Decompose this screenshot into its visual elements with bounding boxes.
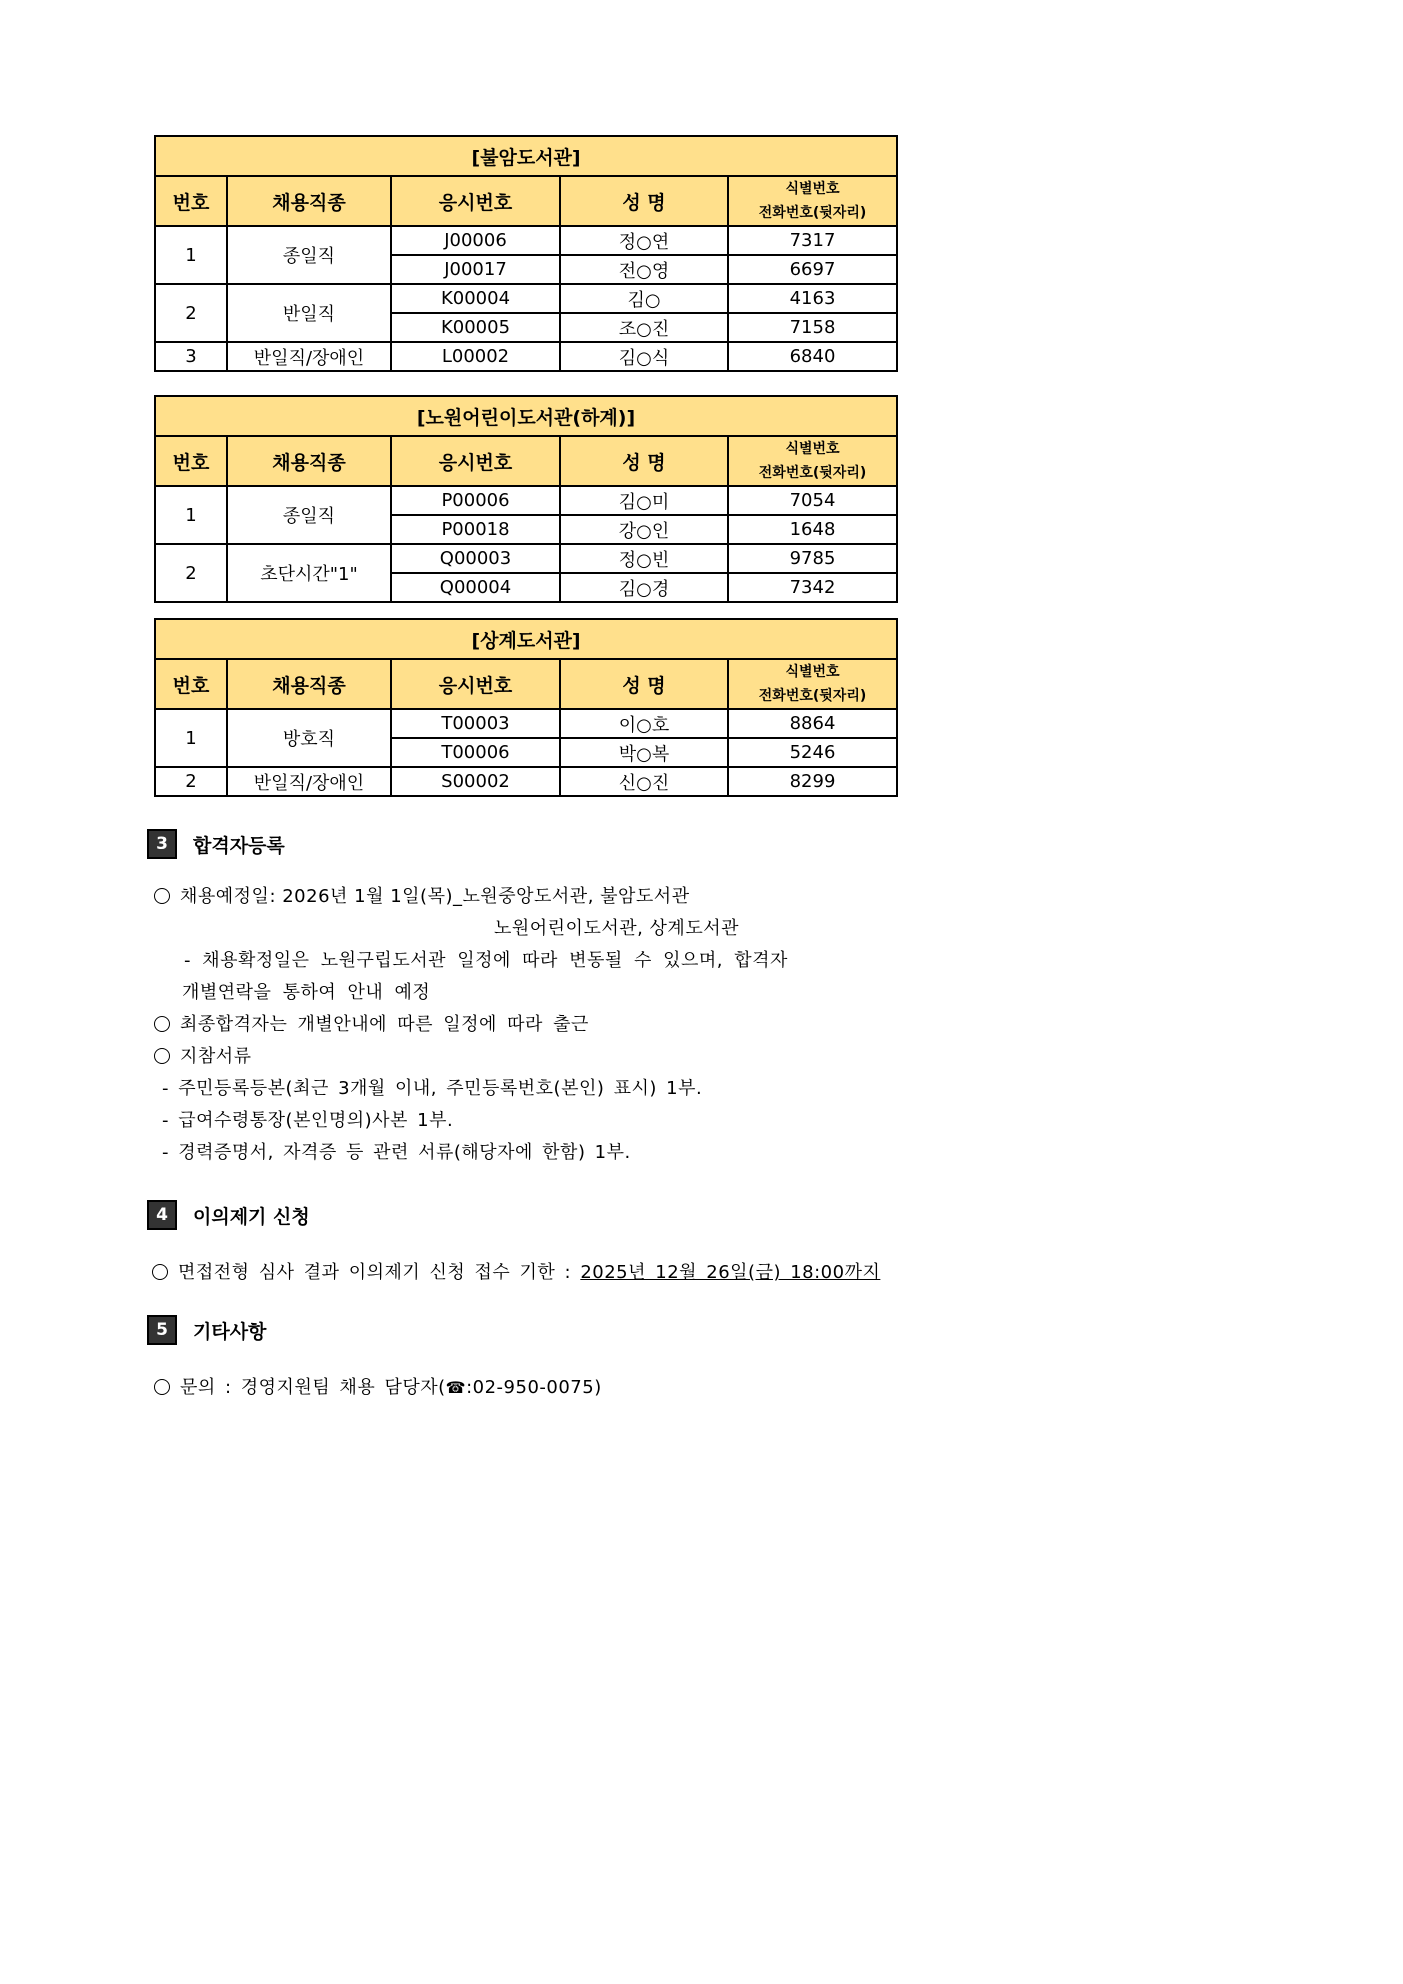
deadline-text: 2025년 12월 26일(금) 18:00까지 <box>580 1262 881 1283</box>
cell-name: 김○식 <box>560 342 728 371</box>
table-sanggye <box>154 618 898 797</box>
cell-id: 5246 <box>728 738 897 767</box>
telephone-icon: ☎ <box>445 1378 467 1397</box>
cell-no: 2 <box>155 284 227 342</box>
document-item: - 경력증명서, 자격증 등 관련 서류(해당자에 한함) 1부. <box>162 1142 631 1163</box>
col-header-id: 식별번호 전화번호(뒷자리) <box>728 176 897 226</box>
table-buram <box>154 135 898 372</box>
cell-name: 조○진 <box>560 313 728 342</box>
col-header-name: 성 명 <box>560 659 728 709</box>
col-header-exam: 응시번호 <box>391 659 560 709</box>
cell-no: 2 <box>155 767 227 796</box>
col-header-no: 번호 <box>155 176 227 226</box>
cell-id: 7342 <box>728 573 897 602</box>
table-row <box>155 544 897 573</box>
circle-bullet-icon <box>152 1264 168 1280</box>
cell-name: 이○호 <box>560 709 728 738</box>
cell-name: 김○미 <box>560 486 728 515</box>
cell-exam: Q00003 <box>391 544 560 573</box>
cell-exam: L00002 <box>391 342 560 371</box>
table-row <box>155 486 897 515</box>
section-title: 이의제기 신청 <box>193 1205 310 1228</box>
section-number: 5 <box>147 1315 177 1345</box>
cell-exam: J00006 <box>391 226 560 255</box>
table-nowon-children <box>154 395 898 603</box>
col-header-job: 채용직종 <box>227 436 391 486</box>
section-title: 합격자등록 <box>193 834 285 857</box>
cell-exam: P00006 <box>391 486 560 515</box>
objection-line: 면접전형 심사 결과 이의제기 신청 접수 기한 : 2025년 12월 26일(금) 18:00까지 <box>152 1258 880 1284</box>
col-header-exam: 응시번호 <box>391 436 560 486</box>
documents-heading: 지참서류 <box>154 1042 252 1068</box>
section-number: 4 <box>147 1200 177 1230</box>
schedule-line-2: 노원어린이도서관, 상계도서관 <box>494 918 739 939</box>
cell-job: 반일직 <box>227 284 391 342</box>
cell-id: 7158 <box>728 313 897 342</box>
circle-bullet-icon <box>154 1016 170 1032</box>
cell-exam: T00006 <box>391 738 560 767</box>
note-line-2: 개별연락을 통하여 안내 예정 <box>182 982 431 1003</box>
section-heading-registration <box>147 829 285 859</box>
cell-job: 반일직/장애인 <box>227 342 391 371</box>
cell-name: 정○연 <box>560 226 728 255</box>
col-header-id: 식별번호 전화번호(뒷자리) <box>728 436 897 486</box>
cell-exam: T00003 <box>391 709 560 738</box>
cell-name: 김○ <box>560 284 728 313</box>
circle-bullet-icon <box>154 1048 170 1064</box>
table-row <box>155 284 897 313</box>
cell-id: 8864 <box>728 709 897 738</box>
table-row <box>155 342 897 371</box>
table-row <box>155 226 897 255</box>
col-header-name: 성 명 <box>560 436 728 486</box>
col-header-no: 번호 <box>155 436 227 486</box>
table-row <box>155 709 897 738</box>
contact-line: 문의 : 경영지원팀 채용 담당자(☎:02-950-0075) <box>154 1373 602 1399</box>
cell-no: 1 <box>155 709 227 767</box>
table-title: [상계도서관] <box>155 619 897 659</box>
section-heading-objection <box>147 1200 310 1230</box>
col-header-job: 채용직종 <box>227 176 391 226</box>
report-line: 최종합격자는 개별안내에 따른 일정에 따라 출근 <box>154 1010 589 1036</box>
cell-id: 9785 <box>728 544 897 573</box>
cell-exam: P00018 <box>391 515 560 544</box>
cell-name: 김○경 <box>560 573 728 602</box>
cell-no: 1 <box>155 486 227 544</box>
col-header-exam: 응시번호 <box>391 176 560 226</box>
table-title: [불암도서관] <box>155 136 897 176</box>
document-item: - 주민등록등본(최근 3개월 이내, 주민등록번호(본인) 표시) 1부. <box>162 1078 703 1099</box>
document-item: - 급여수령통장(본인명의)사본 1부. <box>162 1110 454 1131</box>
cell-name: 신○진 <box>560 767 728 796</box>
cell-id: 7317 <box>728 226 897 255</box>
cell-job: 종일직 <box>227 226 391 284</box>
cell-name: 강○인 <box>560 515 728 544</box>
cell-exam: Q00004 <box>391 573 560 602</box>
table-row <box>155 767 897 796</box>
cell-exam: S00002 <box>391 767 560 796</box>
circle-bullet-icon <box>154 1379 170 1395</box>
circle-bullet-icon <box>154 888 170 904</box>
cell-name: 전○영 <box>560 255 728 284</box>
cell-job: 방호직 <box>227 709 391 767</box>
cell-name: 박○복 <box>560 738 728 767</box>
cell-id: 6840 <box>728 342 897 371</box>
cell-id: 1648 <box>728 515 897 544</box>
col-header-id: 식별번호 전화번호(뒷자리) <box>728 659 897 709</box>
col-header-name: 성 명 <box>560 176 728 226</box>
schedule-line: 채용예정일: 2026년 1월 1일(목)_노원중앙도서관, 불암도서관 <box>154 882 690 908</box>
col-header-no: 번호 <box>155 659 227 709</box>
section-number: 3 <box>147 829 177 859</box>
col-header-job: 채용직종 <box>227 659 391 709</box>
cell-exam: J00017 <box>391 255 560 284</box>
cell-id: 6697 <box>728 255 897 284</box>
cell-no: 3 <box>155 342 227 371</box>
cell-name: 정○빈 <box>560 544 728 573</box>
cell-job: 종일직 <box>227 486 391 544</box>
cell-exam: K00004 <box>391 284 560 313</box>
cell-no: 1 <box>155 226 227 284</box>
cell-job: 반일직/장애인 <box>227 767 391 796</box>
cell-id: 4163 <box>728 284 897 313</box>
cell-exam: K00005 <box>391 313 560 342</box>
cell-job: 초단시간"1" <box>227 544 391 602</box>
table-title: [노원어린이도서관(하계)] <box>155 396 897 436</box>
note-line: - 채용확정일은 노원구립도서관 일정에 따라 변동될 수 있으며, 합격자 <box>184 950 788 971</box>
section-heading-other <box>147 1315 266 1345</box>
cell-no: 2 <box>155 544 227 602</box>
cell-id: 7054 <box>728 486 897 515</box>
section-title: 기타사항 <box>193 1320 267 1343</box>
cell-id: 8299 <box>728 767 897 796</box>
